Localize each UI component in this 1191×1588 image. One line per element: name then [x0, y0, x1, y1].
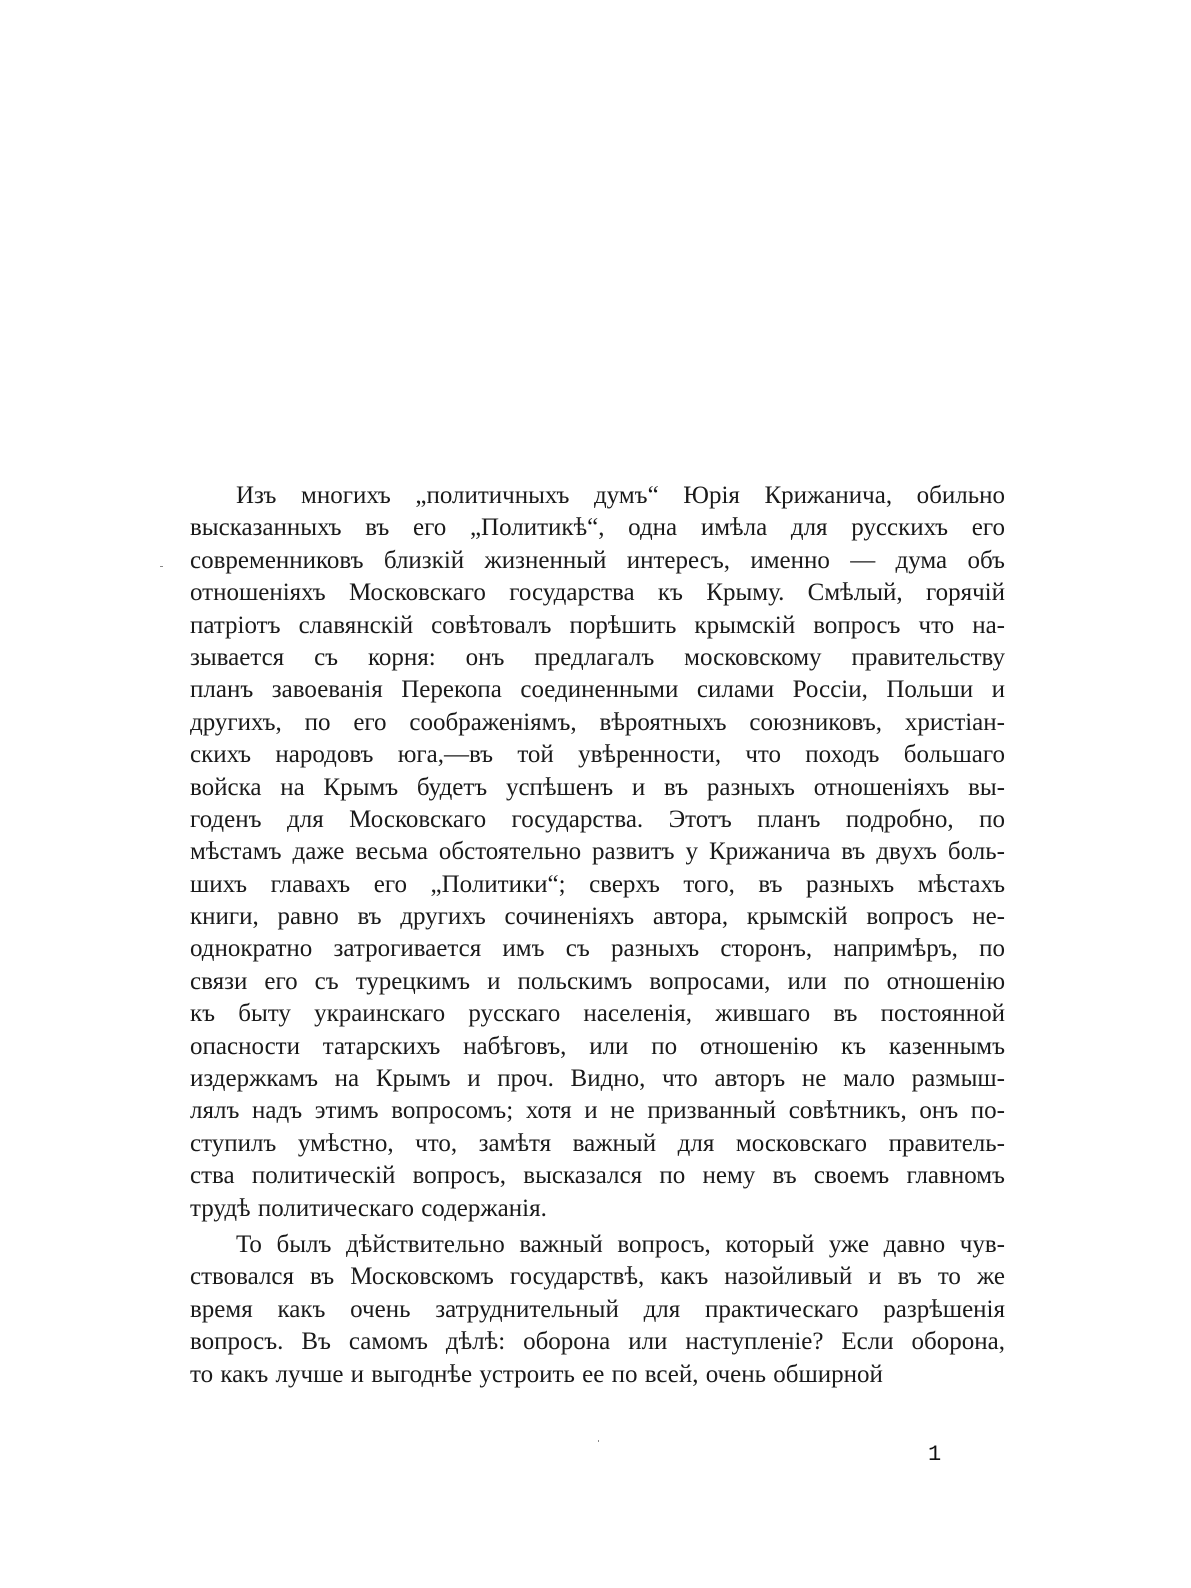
page-number: 1 — [928, 1442, 942, 1467]
text-line: ствовался въ Московскомъ государствѣ, какъ назойливый и въ то же — [190, 1263, 1005, 1291]
text-line: патріотъ славянскій совѣтовалъ порѣшить крымскій вопросъ что на- — [190, 611, 1005, 639]
text-line: къ быту украинскаго русскаго населенія, жившаго въ постоянной — [190, 1000, 1005, 1028]
text-line: связи его съ турецкимъ и польскимъ вопросами, или по отношенію — [190, 967, 1005, 995]
text-line: время какъ очень затруднительный для практическаго разрѣшенія — [190, 1295, 1005, 1323]
text-line: То былъ дѣйствительно важный вопросъ, который уже давно чув- — [236, 1230, 1005, 1258]
text-line: планъ завоеванія Перекопа соединенными силами Россіи, Польши и — [190, 676, 1005, 704]
text-line: высказанныхъ въ его „Политикѣ“, одна имѣла для русскихъ его — [190, 514, 1005, 542]
text-line: скихъ народовъ юга,—въ той увѣренности, что походъ большаго — [190, 741, 1005, 769]
text-line: вопросъ. Въ самомъ дѣлѣ: оборона или наступленіе? Если оборона, — [190, 1328, 1005, 1356]
text-line: современниковъ близкій жизненный интересъ, именно — дума объ — [190, 546, 1005, 574]
scan-speck — [598, 1440, 599, 1442]
text-line: опасности татарскихъ набѣговъ, или по отношенію къ казеннымъ — [190, 1032, 1005, 1060]
paragraph — [190, 1229, 1005, 1391]
text-line: ступилъ умѣстно, что, замѣтя важный для московскаго правитель- — [190, 1129, 1005, 1157]
text-line: ства политическій вопросъ, высказался по нему въ своемъ главномъ — [190, 1162, 1005, 1190]
text-line: однократно затрогивается имъ съ разныхъ сторонъ, напримѣръ, по — [190, 935, 1005, 963]
text-line: шихъ главахъ его „Политики“; сверхъ того, въ разныхъ мѣстахъ — [190, 870, 1005, 898]
text-line: то какъ лучше и выгоднѣе устроить ее по всей, очень обширной — [190, 1360, 883, 1388]
text-line: книги, равно въ другихъ сочиненіяхъ автора, крымскій вопросъ не- — [190, 903, 1005, 931]
text-line: издержкамъ на Крымъ и проч. Видно, что авторъ не мало размыш- — [190, 1065, 1005, 1093]
text-line: лялъ надъ этимъ вопросомъ; хотя и не призванный совѣтникъ, онъ по- — [190, 1097, 1005, 1125]
text-line: другихъ, по его соображеніямъ, вѣроятныхъ союзниковъ, христіан- — [190, 708, 1005, 736]
text-line: войска на Крымъ будетъ успѣшенъ и въ разныхъ отношеніяхъ вы- — [190, 773, 1005, 801]
text-line: мѣстамъ даже весьма обстоятельно развитъ у Крижанича въ двухъ боль- — [190, 838, 1005, 866]
text-line: трудѣ политическаго содержанія. — [190, 1194, 547, 1222]
text-line: Изъ многихъ „политичныхъ думъ“ Юрія Крижанича, обильно — [236, 482, 1005, 509]
paragraph — [190, 480, 1005, 1225]
text-line: отношеніяхъ Московскаго государства къ Крыму. Смѣлый, горячій — [190, 579, 1005, 607]
body-text — [190, 480, 1005, 1391]
text-line: годенъ для Московскаго государства. Этотъ планъ подробно, по — [190, 805, 1005, 833]
scan-speck — [160, 566, 163, 567]
text-line: зывается съ корня: онъ предлагалъ московскому правительству — [190, 643, 1005, 671]
